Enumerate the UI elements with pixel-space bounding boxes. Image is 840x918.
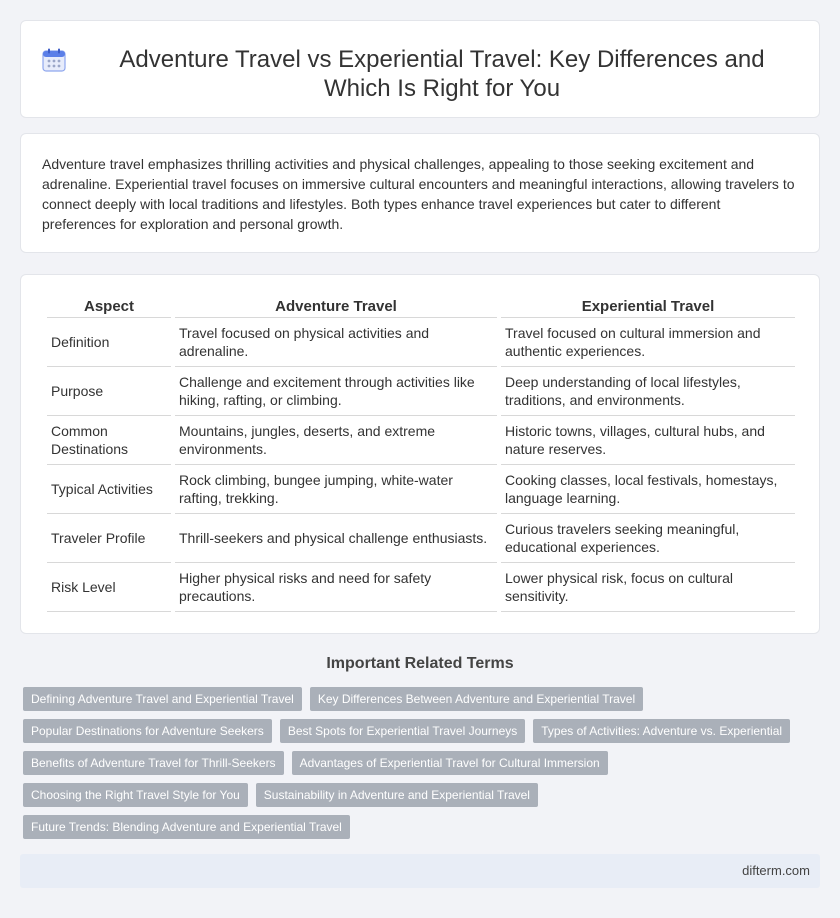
row-aspect: Risk Level xyxy=(47,563,171,612)
table-row xyxy=(47,465,795,514)
row-adventure: Thrill-seekers and physical challenge enthusiasts. xyxy=(175,514,497,563)
row-experiential: Lower physical risk, focus on cultural sensitivity. xyxy=(501,563,795,612)
row-aspect: Definition xyxy=(47,318,171,367)
calendar-icon xyxy=(41,47,67,73)
table-row xyxy=(47,318,795,367)
row-aspect: Common Destinations xyxy=(47,416,171,465)
footer xyxy=(20,854,820,888)
related-term-tag[interactable]: Advantages of Experiential Travel for Cultural Immersion xyxy=(292,751,608,775)
table-row xyxy=(47,416,795,465)
related-term-tag[interactable]: Choosing the Right Travel Style for You xyxy=(23,783,248,807)
table-row xyxy=(47,514,795,563)
row-adventure: Travel focused on physical activities and adrenaline. xyxy=(175,318,497,367)
related-term-tag[interactable]: Sustainability in Adventure and Experiential Travel xyxy=(256,783,538,807)
row-adventure: Challenge and excitement through activities like hiking, rafting, or climbing. xyxy=(175,367,497,416)
row-experiential: Historic towns, villages, cultural hubs, and nature reserves. xyxy=(501,416,795,465)
related-term-tag[interactable]: Best Spots for Experiential Travel Journeys xyxy=(280,719,525,743)
related-term-tag[interactable]: Future Trends: Blending Adventure and Experiential Travel xyxy=(23,815,350,839)
row-aspect: Traveler Profile xyxy=(47,514,171,563)
comparison-table xyxy=(43,297,799,612)
intro-card xyxy=(20,133,820,253)
row-experiential: Cooking classes, local festivals, homestays, language learning. xyxy=(501,465,795,514)
related-term-tag[interactable]: Key Differences Between Adventure and Experiential Travel xyxy=(310,687,643,711)
row-adventure: Higher physical risks and need for safety precautions. xyxy=(175,563,497,612)
title-card xyxy=(20,20,820,118)
footer-brand[interactable]: difterm.com xyxy=(742,863,810,878)
row-aspect: Purpose xyxy=(47,367,171,416)
row-experiential: Deep understanding of local lifestyles, traditions, and environments. xyxy=(501,367,795,416)
row-aspect: Typical Activities xyxy=(47,465,171,514)
related-term-tag[interactable]: Types of Activities: Adventure vs. Experiential xyxy=(533,719,790,743)
intro-paragraph: Adventure travel emphasizes thrilling activities and physical challenges, appealing to those seeking excitement and adrenaline. Experiential travel focuses on immersive cultural encounters and meaningful interactions, allowing travelers to connect deeply with local traditions and lifestyles. Both types enhance travel experiences but cater to different preferences for exploration and personal growth. xyxy=(42,156,795,232)
table-row xyxy=(47,563,795,612)
row-experiential: Curious travelers seeking meaningful, educational experiences. xyxy=(501,514,795,563)
related-term-tag[interactable]: Defining Adventure Travel and Experiential Travel xyxy=(23,687,302,711)
table-row xyxy=(47,367,795,416)
page-title: Adventure Travel vs Experiential Travel: Key Differences and Which Is Right for You xyxy=(119,46,765,102)
row-adventure: Mountains, jungles, deserts, and extreme environments. xyxy=(175,416,497,465)
related-terms-list xyxy=(23,687,823,839)
header-aspect: Aspect xyxy=(47,297,171,318)
row-adventure: Rock climbing, bungee jumping, white-water rafting, trekking. xyxy=(175,465,497,514)
header-adventure-travel: Adventure Travel xyxy=(175,297,497,318)
comparison-card xyxy=(20,274,820,634)
row-experiential: Travel focused on cultural immersion and authentic experiences. xyxy=(501,318,795,367)
related-terms-heading: Important Related Terms xyxy=(326,655,514,672)
related-term-tag[interactable]: Popular Destinations for Adventure Seekers xyxy=(23,719,272,743)
related-term-tag[interactable]: Benefits of Adventure Travel for Thrill-Seekers xyxy=(23,751,284,775)
header-experiential-travel: Experiential Travel xyxy=(501,297,795,318)
table-header-row xyxy=(47,297,795,318)
